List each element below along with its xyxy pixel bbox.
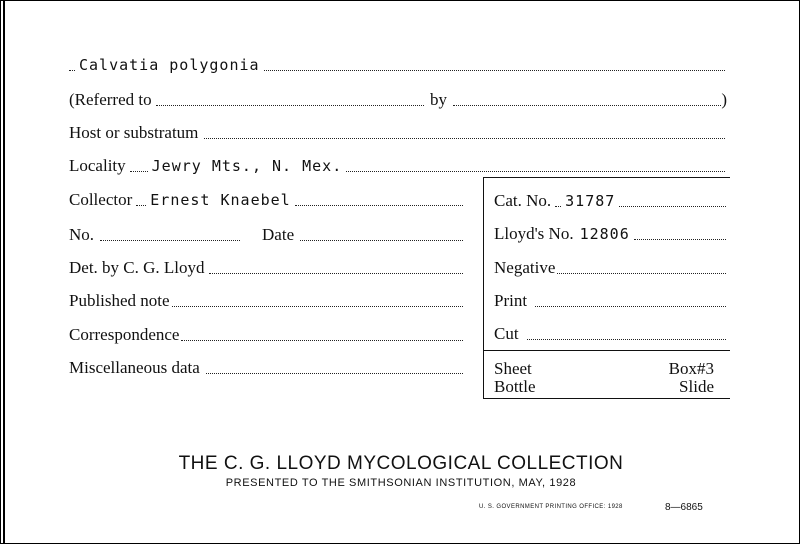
dotted-line — [136, 204, 146, 206]
collector-value: Ernest Knaebel — [150, 191, 291, 209]
form-number: 8—6865 — [665, 502, 703, 513]
published-label: Published note — [69, 291, 170, 310]
collector-line — [295, 204, 463, 206]
negative-line — [557, 272, 726, 274]
date-line — [300, 239, 463, 241]
cat-value: 31787 — [565, 192, 616, 210]
bottle-row — [494, 378, 714, 395]
host-row — [69, 123, 725, 143]
correspondence-line — [181, 339, 463, 341]
date-label: Date — [262, 225, 295, 244]
misc-row — [69, 358, 463, 378]
collector-row — [69, 190, 463, 210]
correspondence-label: Correspondence — [69, 325, 180, 344]
cut-line — [527, 338, 726, 340]
box-number-label: Box#3 — [668, 359, 714, 378]
bottle-label: Bottle — [494, 377, 536, 396]
box-divider — [484, 350, 730, 351]
negative-row — [494, 258, 726, 278]
det-row — [69, 258, 463, 278]
dotted-line — [264, 69, 725, 71]
host-line — [204, 137, 725, 139]
locality-value: Jewry Mts., N. Mex. — [151, 157, 343, 175]
catalog-box — [483, 177, 730, 399]
lloyd-value: 12806 — [579, 225, 630, 243]
no-date-row — [69, 225, 463, 245]
no-line — [100, 239, 240, 241]
cut-label: Cut — [494, 324, 519, 343]
locality-label: Locality — [69, 156, 126, 175]
det-label: Det. by C. G. Lloyd — [69, 258, 205, 277]
locality-line — [346, 170, 725, 172]
collection-subtitle: PRESENTED TO THE SMITHSONIAN INSTITUTION, MAY, 1928 — [225, 477, 577, 489]
published-row — [69, 291, 463, 311]
no-label: No. — [69, 225, 95, 244]
by-line — [453, 104, 721, 106]
det-line — [209, 272, 463, 274]
lloyd-label: Lloyd's No. — [494, 224, 574, 243]
cut-row — [494, 324, 726, 344]
lloyd-line — [634, 238, 726, 240]
negative-label: Negative — [494, 258, 556, 277]
dotted-line — [130, 170, 148, 172]
referred-close: ) — [721, 90, 728, 109]
by-label: by — [429, 90, 447, 109]
species-fill — [69, 55, 725, 75]
slide-label: Slide — [679, 377, 714, 396]
species-value: Calvatia polygonia — [79, 56, 260, 74]
referred-to-line — [156, 104, 424, 106]
lloyd-row — [494, 224, 726, 244]
sheet-label: Sheet — [494, 359, 532, 378]
collector-label: Collector — [69, 190, 133, 209]
cat-label: Cat. No. — [494, 191, 552, 210]
correspondence-row — [69, 325, 463, 345]
sheet-row — [494, 360, 714, 377]
cat-line — [619, 205, 726, 207]
referred-row — [69, 90, 727, 110]
misc-label: Miscellaneous data — [69, 358, 200, 377]
print-label: Print — [494, 291, 528, 310]
referred-to-label: (Referred to — [69, 90, 152, 109]
printer-imprint: U. S. GOVERNMENT PRINTING OFFICE: 1928 — [479, 504, 623, 510]
misc-line — [206, 372, 463, 374]
published-line — [172, 305, 463, 307]
locality-row — [69, 156, 725, 176]
print-line — [535, 305, 726, 307]
cat-row — [494, 191, 726, 211]
host-label: Host or substratum — [69, 123, 199, 142]
species-row — [69, 55, 725, 75]
collection-title: THE C. G. LLOYD MYCOLOGICAL COLLECTION — [178, 453, 624, 474]
print-row — [494, 291, 726, 311]
